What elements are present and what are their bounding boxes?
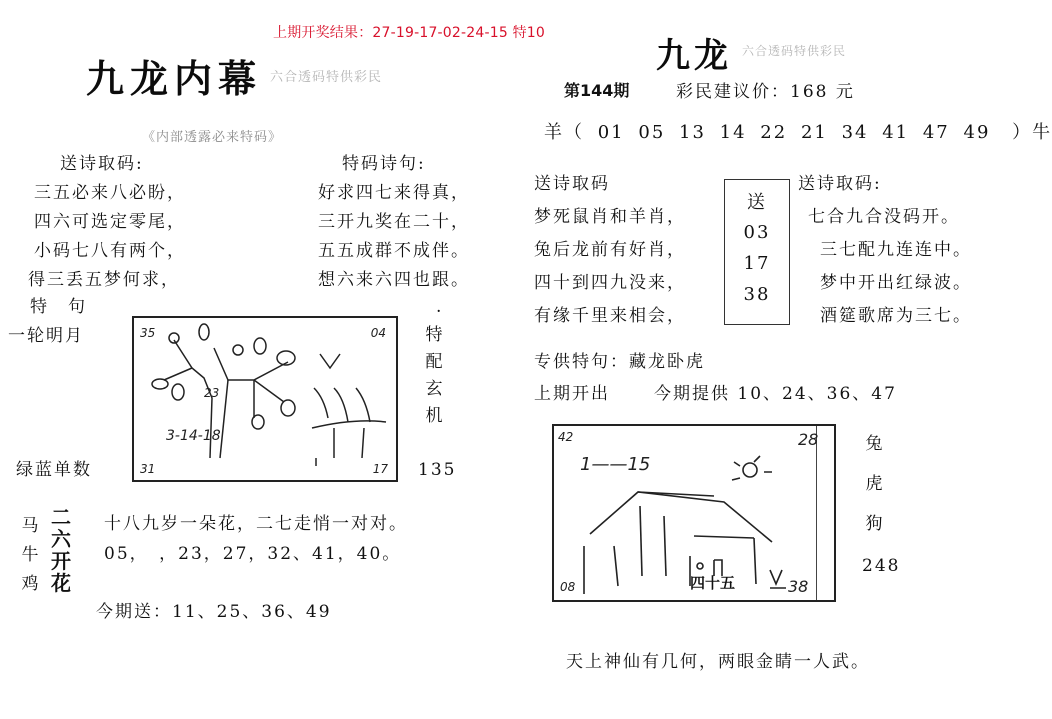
- phrase-green-blue-odd: 绿蓝单数: [16, 460, 92, 480]
- right-zodiac-vertical: [864, 424, 886, 544]
- left-poem-send: [28, 150, 186, 295]
- poem-line: 梦死鼠肖和羊肖，: [534, 207, 686, 227]
- left-zodiac-vertical: [20, 512, 42, 599]
- poem-line: 七合九合没码开。: [808, 207, 960, 227]
- last-draw-banner: [273, 22, 545, 42]
- poem-line: 得三丢五梦何求，: [28, 270, 180, 290]
- vertical-char: 玄: [425, 379, 445, 399]
- poem-line: 四六可选定零尾，: [34, 212, 186, 232]
- right-sketch-frame: [552, 424, 836, 602]
- poem-heading: 送诗取码:: [798, 174, 882, 194]
- poem-heading: 送诗取码:: [60, 154, 144, 174]
- special-phrase-label: 专供特句：: [534, 352, 629, 372]
- price: [676, 78, 855, 107]
- sketch-corner-bl: 08: [560, 580, 576, 594]
- poem-line: 三七配九连连中。: [820, 240, 972, 260]
- left-subtitle: 六合透码特供彩民: [270, 70, 383, 85]
- last-result-label: 上期开奖结果：: [273, 25, 373, 41]
- left-title: 九龙内幕: [86, 57, 263, 101]
- zodiac-char: 马: [21, 516, 41, 536]
- sketch-corner-br: 38: [788, 577, 809, 596]
- left-side-number: 135: [418, 460, 457, 480]
- sketch-divider: [816, 426, 817, 600]
- sketch-corner-bl: 31: [140, 462, 156, 476]
- number-range: [544, 118, 1052, 147]
- this-period-label: 今期提供: [654, 384, 730, 404]
- poem-line: 四十到四九没来，: [534, 273, 686, 293]
- right-special-phrase: [534, 348, 705, 377]
- price-label: 彩民建议价：: [676, 82, 790, 102]
- price-value: 168 元: [790, 82, 855, 102]
- left-poem-special: [318, 150, 470, 295]
- vertical-char: 机: [425, 406, 445, 426]
- range-number: 13: [679, 122, 706, 143]
- right-poem-code: [798, 168, 972, 333]
- gift-number: 38: [743, 284, 771, 305]
- vertical-char: 特: [425, 325, 445, 345]
- vertical-char: 配: [425, 352, 445, 372]
- sketch-corner-tr: 04: [370, 326, 386, 340]
- poem-line: 想六来六四也跟。: [318, 270, 470, 290]
- right-poem-send: [534, 168, 686, 333]
- range-number: 21: [800, 122, 828, 143]
- gift-number: 17: [743, 253, 771, 274]
- flower-char: 开: [51, 549, 71, 573]
- range-number: 41: [882, 122, 910, 143]
- special-phrase-label: 特 句: [30, 297, 87, 317]
- zodiac-char: 鸡: [21, 574, 41, 594]
- sketch-range: 1——15: [580, 454, 651, 475]
- flower-vertical: [48, 506, 74, 594]
- left-verse: 十八九岁一朵花，二七走悄一对对。: [104, 514, 408, 534]
- poem-line: 三五必来八必盼，: [34, 183, 186, 203]
- phrase-bright-moon: 一轮明月: [8, 326, 84, 346]
- flower-char: 花: [51, 571, 71, 595]
- poem-line: 梦中开出红绿波。: [820, 273, 972, 293]
- poem-line: 有缘千里来相会，: [534, 306, 686, 326]
- poem-line: 小码七八有两个，: [34, 241, 186, 261]
- special-phrase-dot: .: [436, 297, 444, 317]
- poem-heading: 特码诗句:: [342, 154, 426, 174]
- right-subtitle: 六合透码特供彩民: [742, 44, 847, 58]
- zodiac-char: 牛: [21, 545, 41, 565]
- zodiac-char: 兔: [865, 434, 885, 454]
- house-sun-drawing-icon: [554, 426, 819, 600]
- left-sketch-frame: [132, 316, 398, 482]
- poem-line: 酒筵歌席为三七。: [820, 306, 972, 326]
- last-open-label: 上期开出: [534, 384, 610, 404]
- sketch-corner-tl: 35: [140, 326, 156, 340]
- range-number: 01: [597, 122, 625, 143]
- this-period-label: 今期送：: [96, 602, 172, 622]
- zodiac-char: 虎: [865, 474, 885, 494]
- range-number: 05: [638, 122, 666, 143]
- sketch-corner-br: 17: [372, 462, 388, 476]
- left-inner-heading: 《内部透露必来特码》: [142, 130, 283, 145]
- sketch-range: 3-14-18: [166, 428, 221, 444]
- right-title: 九龙: [656, 36, 732, 76]
- poem-line: 兔后龙前有好肖，: [534, 240, 686, 260]
- poem-line: 三开九奖在二十，: [318, 212, 470, 232]
- last-result-numbers: 27-19-17-02-24-15: [372, 25, 508, 41]
- sketch-corner-tr: 28: [798, 430, 819, 449]
- sketch-mid-number: 23: [204, 386, 220, 400]
- poem-line: 好求四七来得真，: [318, 183, 470, 203]
- poem-heading: 送诗取码: [534, 174, 610, 194]
- left-numbers-line: 05， ，23，27，32、41，40。: [104, 544, 402, 564]
- range-number: 47: [922, 122, 950, 143]
- special-phrase-value: 藏龙卧虎: [629, 352, 705, 372]
- range-start: 羊（: [544, 122, 584, 143]
- flower-char: 六: [51, 527, 71, 551]
- range-number: 49: [963, 122, 991, 143]
- poem-line: 五五成群不成伴。: [318, 241, 470, 261]
- range-number: 34: [841, 122, 869, 143]
- zodiac-char: 狗: [865, 514, 885, 534]
- right-this-period: [654, 380, 897, 409]
- range-number: 22: [760, 122, 788, 143]
- range-end: ）牛: [1012, 122, 1052, 143]
- gift-label: 送: [747, 192, 767, 213]
- left-this-period: [96, 598, 332, 627]
- vertical-special-hint: [424, 322, 446, 430]
- this-period-numbers: 11、25、36、49: [172, 602, 332, 622]
- this-period-numbers: 10、24、36、47: [737, 384, 897, 404]
- house-label: 四十五: [690, 574, 736, 592]
- gift-number: 03: [743, 222, 771, 243]
- flower-char: 二: [51, 505, 71, 529]
- flower-tree-drawing-icon: [134, 318, 396, 480]
- special-number: 特10: [512, 25, 546, 41]
- right-side-number: 248: [862, 556, 901, 576]
- range-number: 14: [719, 122, 747, 143]
- gift-number-box: [724, 179, 790, 325]
- closing-verse: 天上神仙有几何，两眼金睛一人武。: [566, 652, 870, 672]
- sketch-corner-tl: 42: [558, 430, 574, 444]
- issue-number: 第144期: [564, 81, 630, 100]
